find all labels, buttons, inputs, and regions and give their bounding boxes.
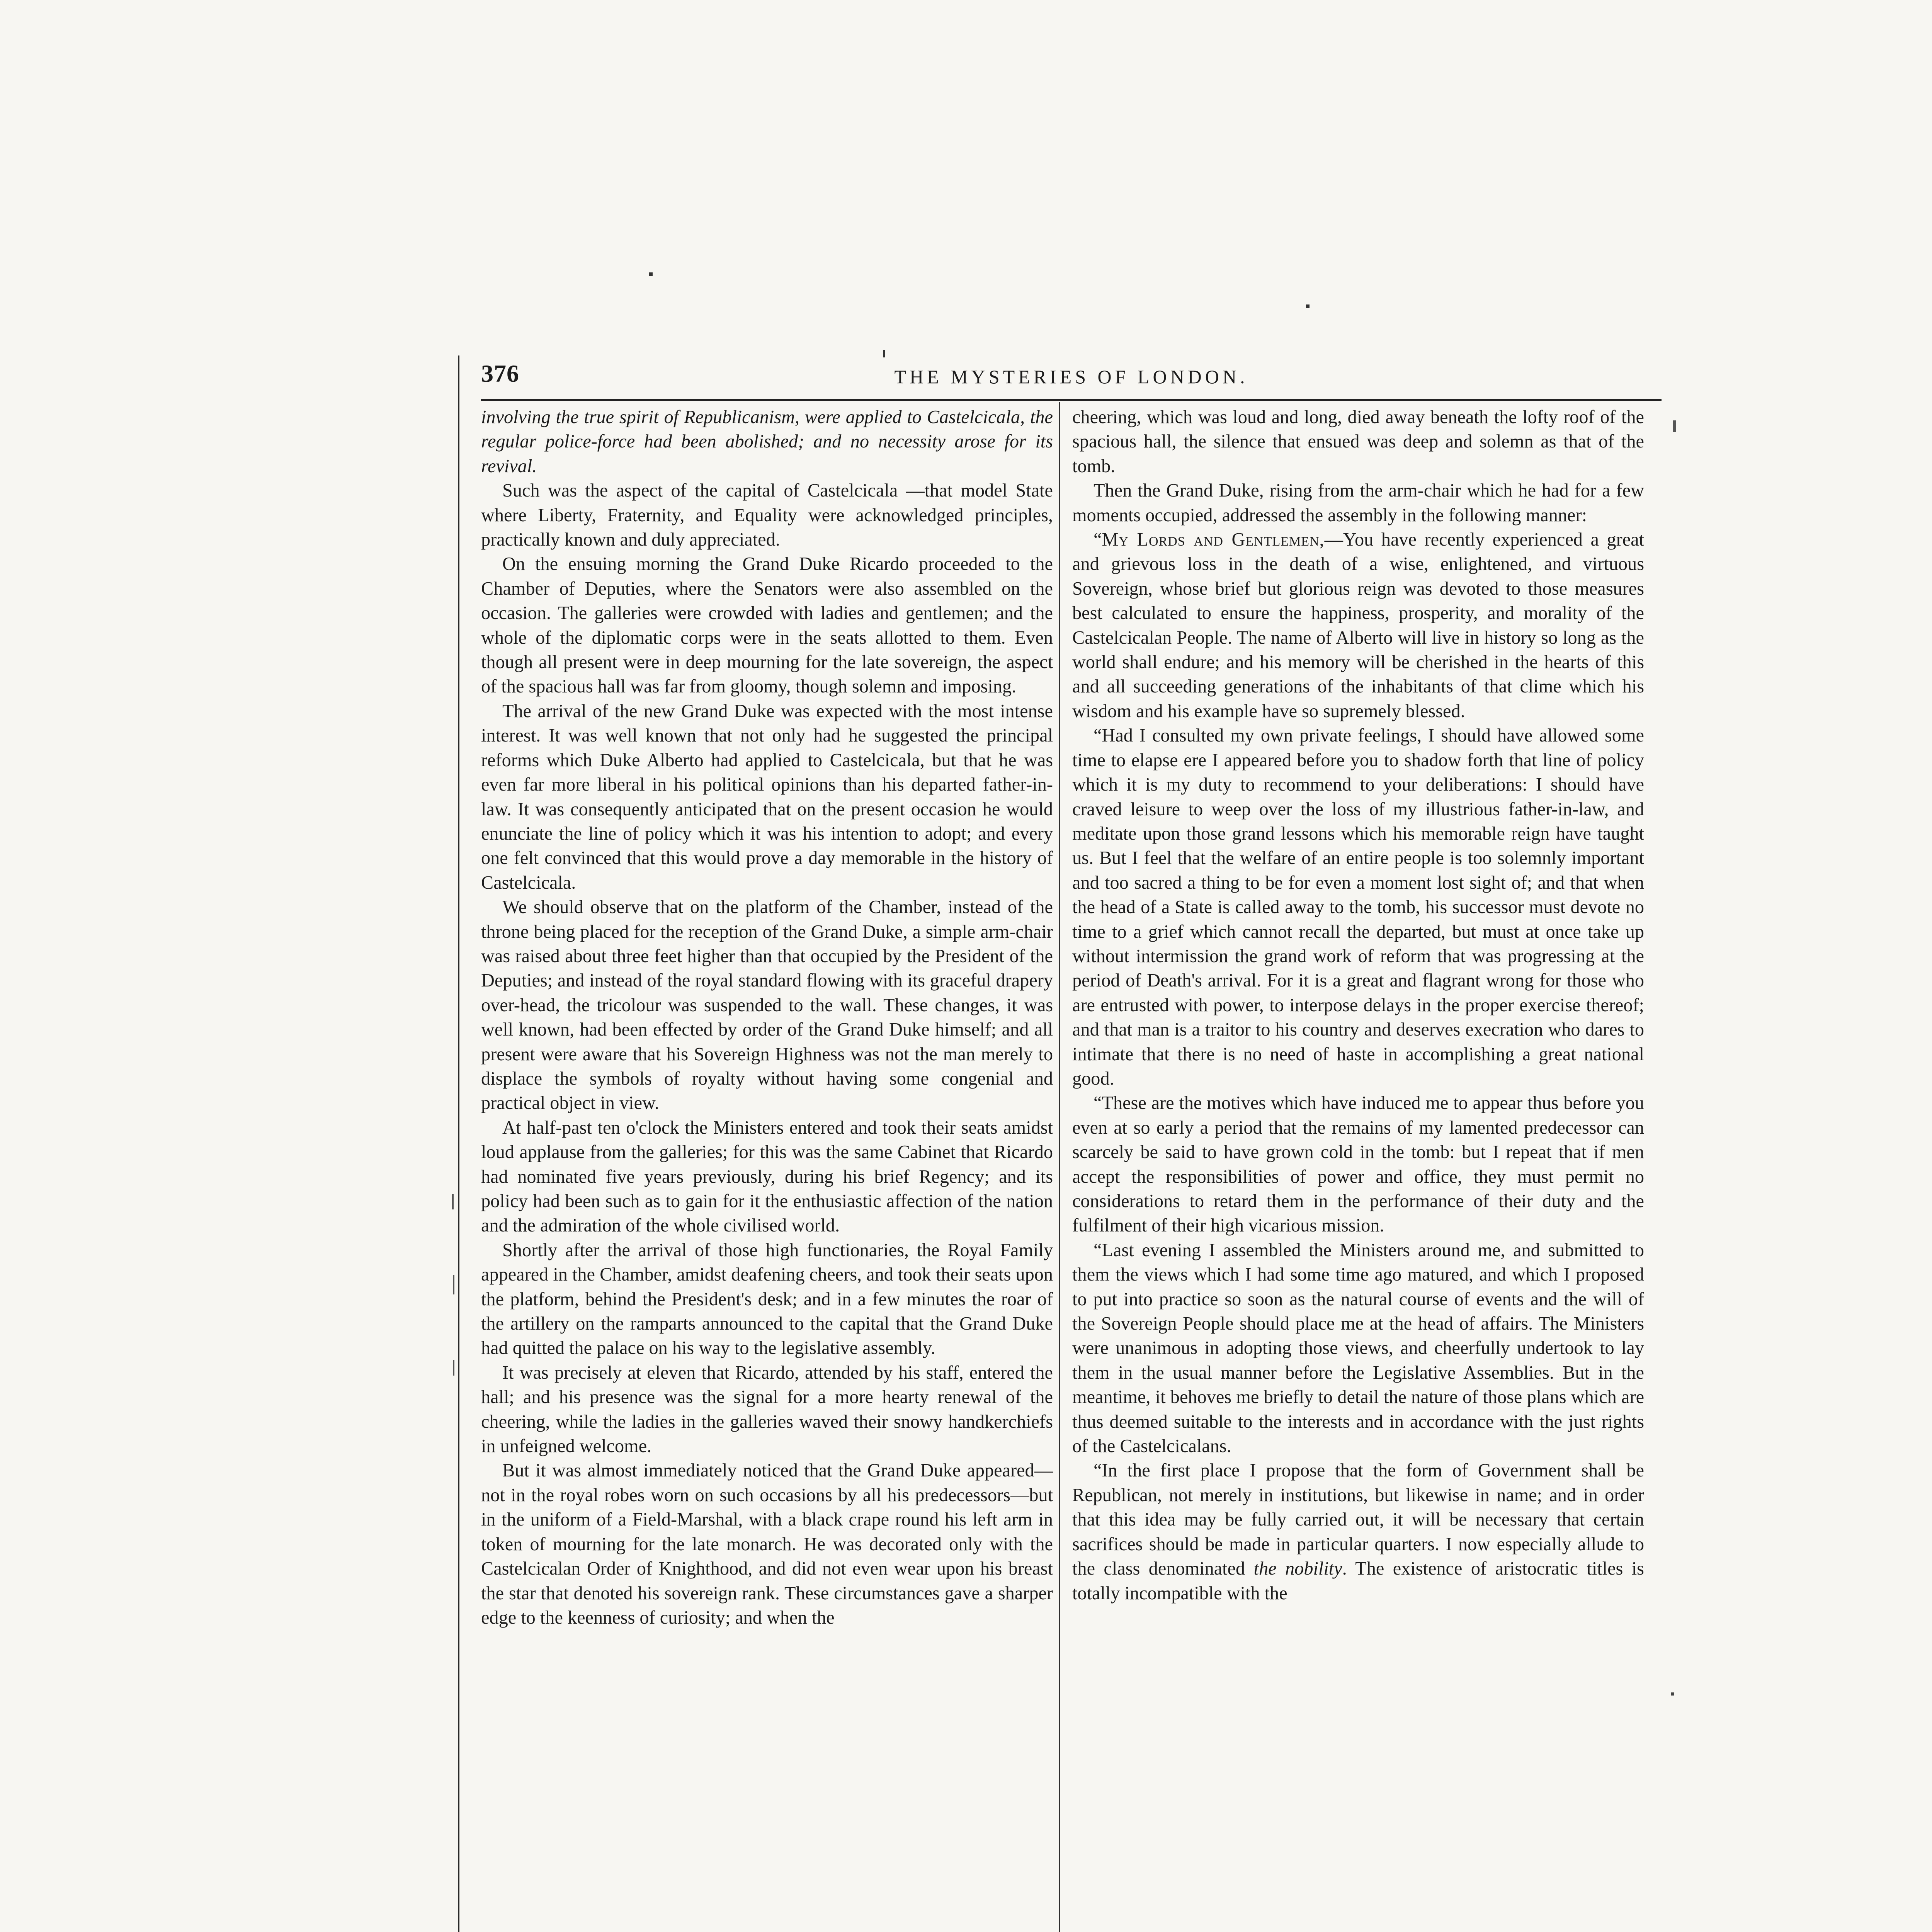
column-divider bbox=[1059, 402, 1060, 1932]
running-title: THE MYSTERIES OF LONDON. bbox=[894, 366, 1248, 388]
paragraph-text: . The existence of aristocratic titles is totally incompatible with the bbox=[1072, 1558, 1644, 1604]
paragraph-text: “In the first place I propose that the form of Government shall be Republican, not merely in institutions, but likewise in name; and in order that this idea may be fully carried out, it will be necessary that certain sacrifices should be made in particular quarters. I now especially allude to the class denominated bbox=[1072, 1460, 1644, 1579]
paragraph: involving the true spirit of Republicanism, were applied to Castelcicala, the regular police-force had been abolished; and no necessity arose for its revival. bbox=[481, 407, 1053, 476]
salutation: My Lords and Gentlemen, bbox=[1102, 529, 1325, 550]
left-column bbox=[481, 405, 1053, 1630]
page-number: 376 bbox=[481, 360, 519, 387]
emphasis: the nobility bbox=[1253, 1558, 1342, 1579]
paragraph: It was precisely at eleven that Ricardo, attended by his staff, entered the hall; and his presence was the signal for a more hearty renewal of the cheering, while the ladies in the galleries waved their snowy handkerchiefs in unfeigned welcome. bbox=[481, 1362, 1053, 1457]
right-column bbox=[1072, 405, 1644, 1605]
speck bbox=[649, 272, 653, 276]
speck bbox=[452, 1194, 454, 1209]
header-rule bbox=[481, 399, 1662, 401]
paragraph: The arrival of the new Grand Duke was expected with the most intense interest. It was well known that not only had he suggested the principal reforms which Duke Alberto had applied to Castelcicala, but that he was even far more liberal in his political opinions than his departed father-in-law. It was consequently anticipated that on the present occasion he would enunciate the line of policy which it was his intention to adopt; and every one felt convinced that this would prove a day memorable in the history of Castelcicala. bbox=[481, 701, 1053, 893]
paragraph: Such was the aspect of the capital of Castelcicala —that model State where Liberty, Fraternity, and Equality were acknowledged principles, practically known and duly appreciated. bbox=[481, 480, 1053, 550]
paragraph: Then the Grand Duke, rising from the arm-chair which he had for a few moments occupied, addressed the assembly in the following manner: bbox=[1072, 480, 1644, 526]
paragraph bbox=[1072, 1458, 1644, 1605]
paragraph: cheering, which was loud and long, died away beneath the lofty roof of the spacious hall, the silence that ensued was deep and solemn as that of the tomb. bbox=[1072, 407, 1644, 476]
paragraph: But it was almost immediately noticed that the Grand Duke appeared—not in the royal robes worn on such occasions by all his predecessors—but in the uniform of a Field-Marshal, with a black crape round his left arm in token of mourning for the late monarch. He was decorated only with the Castelcicalan Order of Knighthood, and did not even wear upon his breast the star that denoted his sovereign rank. These circumstances gave a sharper edge to the keenness of curiosity; and when the bbox=[481, 1460, 1053, 1628]
paragraph: On the ensuing morning the Grand Duke Ricardo proceeded to the Chamber of Deputies, where the Senators were also assembled on the occasion. The galleries were crowded with ladies and gentlemen; and the whole of the diplomatic corps were in the seats allotted to them. Even though all present were in deep mourning for the late sovereign, the aspect of the spacious hall was far from gloomy, though solemn and imposing. bbox=[481, 554, 1053, 697]
paragraph: We should observe that on the platform of the Chamber, instead of the throne being placed for the reception of the Grand Duke, a simple arm-chair was raised about three feet higher than that occupied by the President of the Deputies; and instead of the royal standard flowing with its graceful drapery over-head, the tricolour was suspended to the wall. These changes, it was well known, had been effected by order of the Grand Duke himself; and all present were aware that his Sovereign Highness was not the man merely to displace the symbols of royalty without having some congenial and practical object in view. bbox=[481, 897, 1053, 1114]
quote-mark: “ bbox=[1094, 529, 1102, 550]
paragraph-text: —You have recently experienced a great and grievous loss in the death of a wise, enlightened, and virtuous Sovereign, whose brief but glorious reign was devoted to those measures best calculated to ensure the happiness, prosperity, and morality of the Castelcicalan People. The name of Alberto will live in history so long as the world shall endure; and his memory will be cherished in the hearts of this and all succeeding generations of the inhabitants of that clime which his wisdom and his example have so supremely blessed. bbox=[1072, 529, 1644, 721]
page-header bbox=[481, 359, 1662, 396]
speck bbox=[1671, 1692, 1674, 1696]
speech-paragraph bbox=[1072, 527, 1644, 723]
speck bbox=[1306, 304, 1310, 308]
paragraph: “Last evening I assembled the Ministers around me, and submitted to them the views which I had some time ago matured, and which I proposed to put into practice so soon as the natural course of events and the will of the Sovereign People should place me at the head of affairs. The Ministers were unanimous in adopting those views, and cheerfully undertook to lay them in the usual manner before the Legislative Assemblies. But in the meantime, it behoves me briefly to detail the nature of those plans which are thus deemed suitable to the interests and in accordance with the just rights of the Castelcicalans. bbox=[1072, 1240, 1644, 1457]
speck bbox=[453, 1360, 454, 1376]
paragraph: Shortly after the arrival of those high functionaries, the Royal Family appeared in the Chamber, amidst deafening cheers, and took their seats upon the platform, behind the President's desk; and in a few minutes the roar of the artillery on the ramparts announced to the capital that the Grand Duke had quitted the palace on his way to the legislative assembly. bbox=[481, 1240, 1053, 1359]
paragraph: “These are the motives which have induced me to appear thus before you even at so early a period that the remains of my lamented predecessor can scarcely be said to have grown cold in the tomb: but I repeat that if men accept the responsibilities of power and office, they must permit no considerations to retard them in the performance of their duty and the fulfilment of their high vicarious mission. bbox=[1072, 1093, 1644, 1236]
paragraph: At half-past ten o'clock the Ministers entered and took their seats amidst loud applause from the galleries; for this was the same Cabinet that Ricardo had nominated five years previously, during his brief Regency; and its policy had been such as to gain for it the enthusiastic affection of the nation and the admiration of the whole civilised world. bbox=[481, 1117, 1053, 1236]
speck bbox=[1673, 420, 1676, 432]
paragraph: “Had I consulted my own private feelings, I should have allowed some time to elapse ere I appeared before you to shadow forth that line of policy which it is my duty to recommend to your deliberations: I should have craved leisure to weep over the loss of my illustrious father-in-law, and meditate upon those grand lessons which his memorable reign have taught us. But I feel that the welfare of an entire people is too solemnly important and too sacred a thing to be for even a moment lost sight of; and that when the head of a State is called away to the tomb, his successor must devote no time to a grief which cannot recall the departed, but must at once take up without intermission the grand work of reform that was progressing at the period of Death's arrival. For it is a great and flagrant wrong for those who are entrusted with power, to interpose delays in the proper exercise thereof; and that man is a traitor to his country and deserves execration who dares to intimate that there is no need of haste in accomplishing a great national good. bbox=[1072, 725, 1644, 1089]
speck bbox=[453, 1275, 454, 1294]
